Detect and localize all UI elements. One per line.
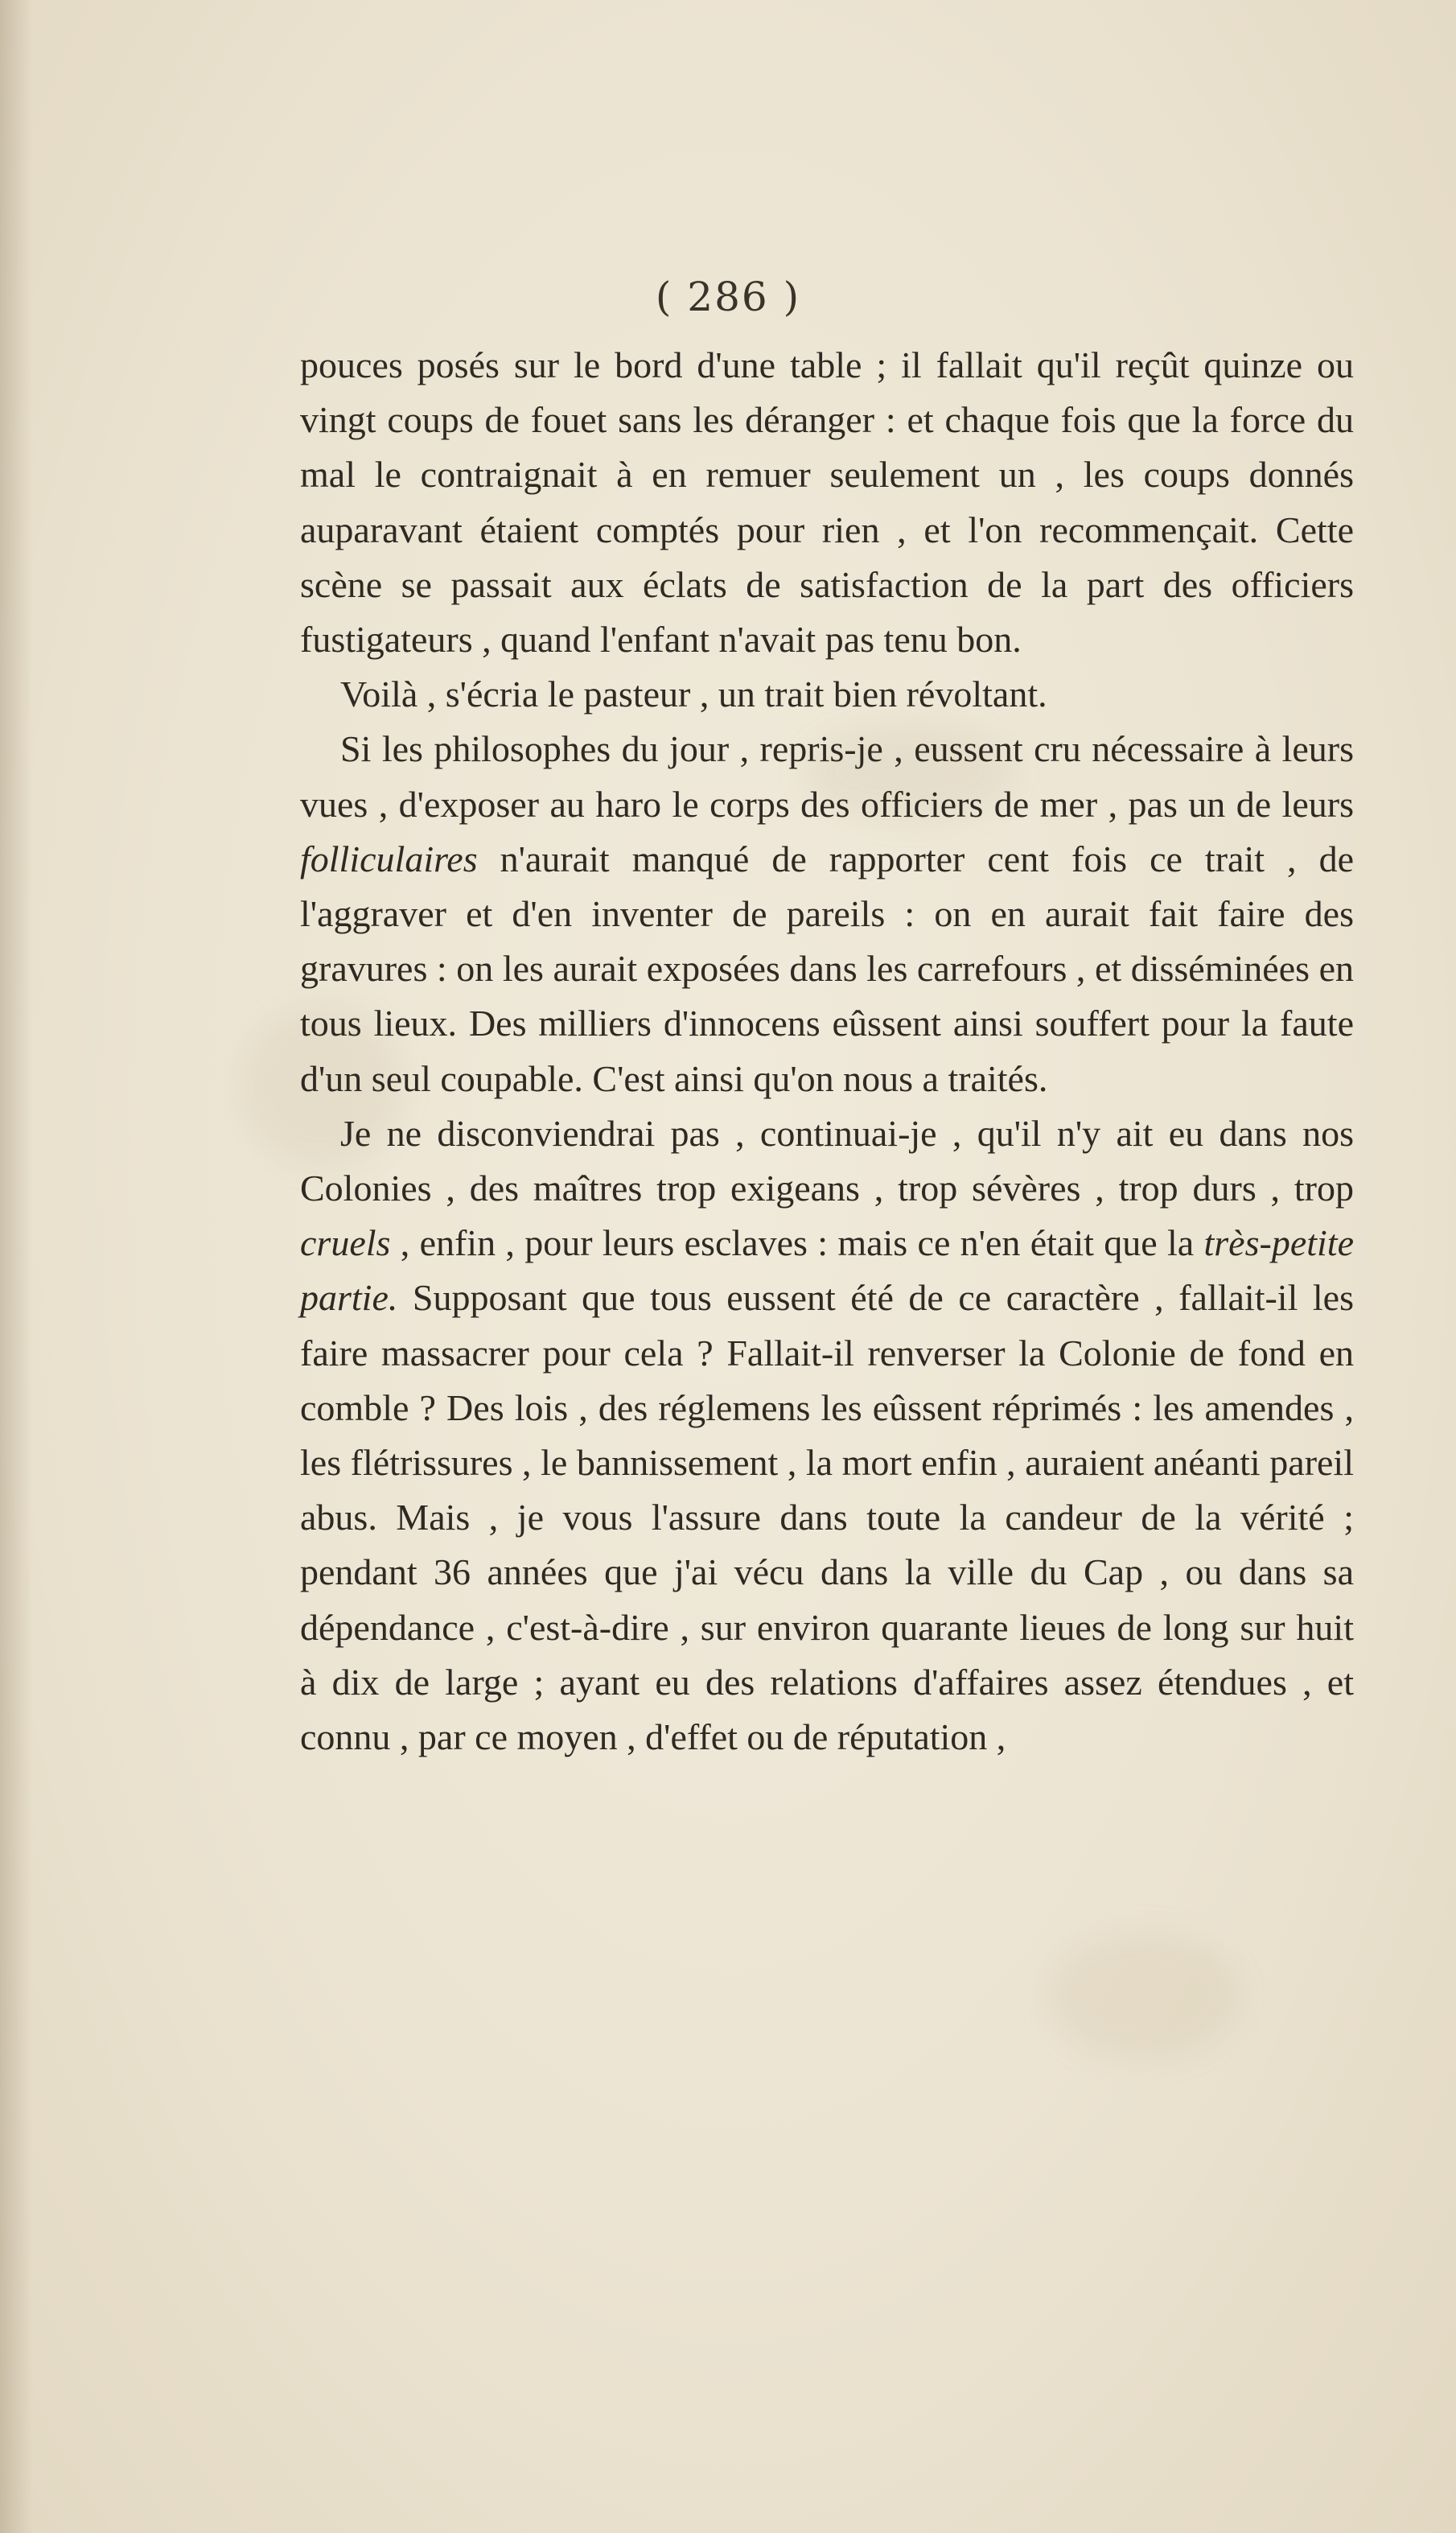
paragraph-colonies	[300, 1106, 1354, 1765]
paragraph-text: Je ne disconviendrai pas , continuai-je , qu'il n'y ait eu dans nos Colonies , des maîtres trop exigeans , trop sévères , trop durs , trop	[300, 1112, 1354, 1209]
paragraph-philosophes	[300, 722, 1354, 1106]
body-text	[300, 338, 1354, 1765]
page-number-header: ( 286 )	[655, 274, 801, 320]
paragraph-pasteur	[300, 667, 1354, 722]
paragraph-text: n'aurait manqué de rapporter cent fois ce trait , de l'aggraver et d'en inventer de pareils : on en aurait fait faire des gravures : on les aurait exposées dans les carrefours , et disséminées en tous lieux. Des milliers d'innocens eûssent ainsi souffert pour la faute d'un seul coupable. C'est ainsi qu'on nous a traités.	[300, 838, 1354, 1099]
paragraph-continuation	[300, 338, 1354, 667]
paper-stain	[1046, 1931, 1239, 2060]
paragraph-text: , enfin , pour leurs esclaves : mais ce n'en était que la	[390, 1222, 1204, 1264]
paragraph-text: pouces posés sur le bord d'une table ; il fallait qu'il reçût quinze ou vingt coups de fouet sans les déranger : et chaque fois que la force du mal le contraignait à en remuer seulement un , les coups donnés auparavant étaient comptés pour rien , et l'on recommençait. Cette scène se passait aux éclats de satisfaction de la part des officiers fustigateurs , quand l'enfant n'avait pas tenu bon.	[300, 344, 1354, 661]
paragraph-text: Si les philosophes du jour , repris-je , eussent cru nécessaire à leurs vues , d'exposer au haro le corps des officiers de mer , pas un de leurs	[300, 728, 1354, 825]
italic-phrase-tres-petite-partie: très-petite partie.	[300, 1222, 1354, 1319]
paragraph-text: Supposant que tous eussent été de ce caractère , fallait-il les faire massacrer pour cela ? Fallait-il renverser la Colonie de fond en comble ? Des lois , des réglemens les eûssent réprimés : les amendes , les flétrissures , le bannissement , la mort enfin , auraient anéanti pareil abus. Mais , je vous l'assure dans toute la candeur de la vérité ; pendant 36 années que j'ai vécu dans la ville du Cap , ou dans sa dépendance , c'est-à-dire , sur environ quarante lieues de long sur huit à dix de large ; ayant eu des relations d'affaires assez étendues , et connu , par ce moyen , d'effet ou de réputation ,	[300, 1277, 1354, 1758]
paragraph-text: Voilà , s'écria le pasteur , un trait bien révoltant.	[340, 673, 1047, 715]
italic-word-folliculaires: folliculaires	[300, 838, 478, 879]
italic-word-cruels: cruels	[300, 1222, 391, 1264]
